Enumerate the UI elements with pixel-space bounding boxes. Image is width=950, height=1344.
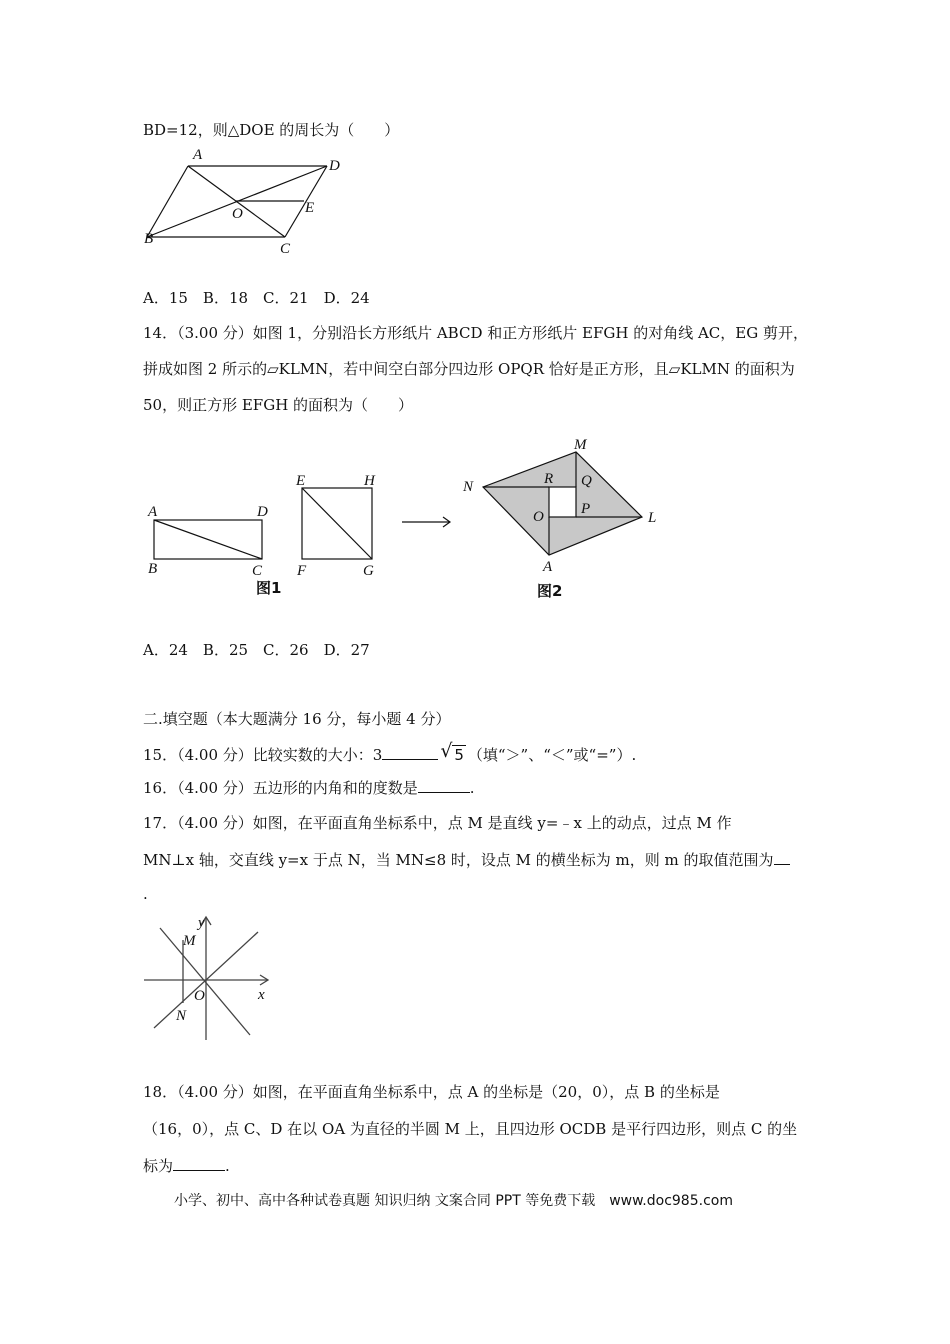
q15-answer-blank[interactable] [382,745,438,760]
q18-end: . [225,1157,230,1175]
q18-line3 [143,1156,230,1176]
label-O: O [533,509,544,525]
q16-end: . [469,779,475,797]
label-Q: Q [581,473,592,489]
label-E: E [296,473,306,489]
label-F: F [297,563,307,579]
q14-options: A．24 B．25 C．26 D．27 [143,641,370,659]
label-G: G [363,563,374,579]
q14-line3: 50，则正方形 EFGH 的面积为（ ） [143,396,414,414]
label-C: C [280,241,291,257]
q18-line3-text: 标为 [143,1157,174,1175]
label-B: B [148,561,158,577]
q14-line1: 14．（3.00 分）如图 1，分别沿长方形纸片 ABCD 和正方形纸片 EFGH 的对角线 AC，EG 剪开， [143,324,808,342]
q16-text [143,778,475,798]
q16-answer-blank[interactable] [418,778,470,793]
q17-line3: . [143,885,148,903]
q14-line2: 拼成如图 2 所示的▱KLMN，若中间空白部分四边形 OPQR 恰好是正方形，且▱KLMN 的面积为 [143,360,795,378]
q14-figure [140,437,680,605]
label-A2: A [543,559,553,575]
label-x: x [258,987,265,1003]
q18-line1: 18．（4.00 分）如图，在平面直角坐标系中，点 A 的坐标是（20，0），点 B 的坐标是 [143,1083,720,1101]
q17-line2-text: MN⊥x 轴，交直线 y=x 于点 N，当 MN≤8 时，设点 M 的横坐标为 m，则 m 的取值范围为 [143,851,774,869]
q16-prompt: 16．（4.00 分）五边形的内角和的度数是 [143,779,418,797]
q13-text: BD=12，则△DOE 的周长为（ ） [143,121,400,139]
q18-answer-blank[interactable] [173,1156,225,1171]
label-M: M [183,933,196,949]
label-H: H [364,473,375,489]
q13-options: A．15 B．18 C．21 D．24 [143,289,370,307]
q15-text [143,740,637,765]
q17-line1: 17．（4.00 分）如图，在平面直角坐标系中，点 M 是直线 y=﹣x 上的动点，过点 M 作 [143,814,732,832]
fig2-caption: 图2 [537,582,563,600]
q15-prefix: 15．（4.00 分）比较实数的大小：3 [143,746,383,764]
label-M: M [574,437,587,453]
q18-line2: （16，0），点 C、D 在以 OA 为直径的半圆 M 上，且四边形 OCDB 是平行四边形，则点 C 的坐 [143,1120,798,1138]
q15-suffix: （填“＞”、“＜”或“=”）. [467,746,637,764]
label-E: E [305,200,315,216]
q17-coordinate-figure [140,910,285,1045]
label-A: A [148,504,158,520]
label-D: D [329,158,340,174]
fig1-caption: 图1 [256,579,282,597]
label-y: y [198,915,205,931]
label-O: O [232,206,243,222]
label-D: D [257,504,268,520]
label-O: O [194,988,205,1004]
sqrt-expression: √ 5 [440,740,464,764]
q15-radicand: 5 [454,746,464,764]
q13-parallelogram-figure [140,145,350,260]
label-L: L [648,510,657,526]
label-B: B [144,231,154,247]
q17-answer-blank[interactable] [774,850,790,865]
label-A: A [193,147,203,163]
label-P: P [581,501,591,517]
label-N: N [463,479,474,495]
q17-line2 [143,850,790,870]
label-N: N [176,1008,187,1024]
label-C: C [252,563,263,579]
section2-title: 二.填空题（本大题满分 16 分，每小题 4 分） [143,710,451,728]
label-R: R [544,471,554,487]
footer-download-note: 小学、初中、高中各种试卷真题 知识归纳 文案合同 PPT 等免费下载 www.doc985.com [174,1193,733,1209]
